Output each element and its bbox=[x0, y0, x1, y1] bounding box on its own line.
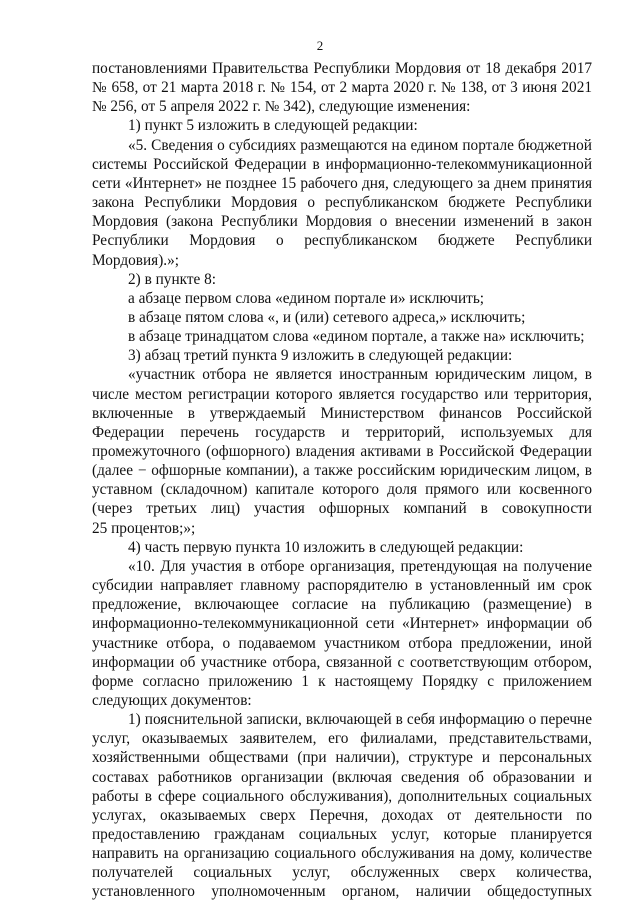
text-line: «участник отбора не является иностранным юридическим лицом, в bbox=[128, 366, 592, 384]
text-line: а абзаце первом слова «едином портале и» исключить; bbox=[128, 289, 485, 307]
text-line: получателей социальных услуг, обслуженных сверх количества, bbox=[92, 864, 592, 882]
text-line: предоставлению гражданам социальных услуг, которые планируется bbox=[92, 826, 592, 843]
text-line: постановлениями Правительства Республики Мордовия от 18 декабря 2017 bbox=[92, 60, 592, 77]
text-line: услугах, оказываемых сверх Перечня, доходах от деятельности по bbox=[92, 806, 592, 824]
text-line: сети «Интернет» не позднее 15 рабочего дня, следующего за днем принятия bbox=[92, 174, 592, 192]
text-line: в абзаце тринадцатом слова «едином портале, а также на» исключить; bbox=[128, 328, 585, 346]
text-line: Мордовия).»; bbox=[92, 251, 180, 269]
text-line: 25 процентов;»; bbox=[92, 519, 196, 537]
text-line: услуг, оказываемых заявителем, его филиалами, представительствами, bbox=[92, 730, 592, 748]
text-line: установленного уполномоченным органом, наличии общедоступных bbox=[92, 883, 592, 901]
text-line: предложение, включающее согласие на публикацию (размещение) в bbox=[92, 596, 592, 614]
text-line: работы в сфере социального обслуживания), дополнительных социальных bbox=[92, 787, 592, 805]
text-line: информации об участнике отбора, связанной с соответствующим отбором, bbox=[92, 653, 592, 671]
text-line: информационно-телекоммуникационной сети «Интернет» информации об bbox=[92, 615, 592, 633]
text-line: уставном (складочном) капитале которого доля прямого или косвенного bbox=[92, 481, 592, 499]
text-line: 4) часть первую пункта 10 изложить в следующей редакции: bbox=[128, 538, 524, 556]
text-line: «10. Для участия в отборе организация, претендующая на получение bbox=[128, 557, 592, 575]
text-line: 2) в пункте 8: bbox=[128, 270, 217, 288]
text-line: № 256, от 5 апреля 2022 г. № 342), следующие изменения: bbox=[92, 98, 471, 116]
text-line: Мордовия (закона Республики Мордовия о внесении изменений в закон bbox=[92, 213, 592, 231]
text-line: № 658, от 21 марта 2018 г. № 154, от 2 марта 2020 г. № 138, от 3 июня 2021 bbox=[92, 79, 592, 97]
text-line: 1) пояснительной записки, включающей в себя информацию о перечне bbox=[128, 711, 592, 729]
text-line: системы Российской Федерации в информационно-телекоммуникационной bbox=[92, 155, 592, 173]
text-line: форме согласно приложению 1 к настоящему Порядку с приложением bbox=[92, 672, 592, 690]
text-line: субсидии направляет главному распорядителю в установленный им срок bbox=[92, 577, 592, 594]
text-line: 1) пункт 5 изложить в следующей редакции: bbox=[128, 117, 418, 135]
text-line: хозяйственными обществами (при наличии), структуре и персональных bbox=[92, 749, 592, 767]
text-line: Республики Мордовия о республиканском бюджете Республики bbox=[92, 232, 592, 250]
text-line: составах работников организации (включая сведения об образовании и bbox=[92, 768, 592, 786]
text-line: в абзаце пятом слова «, и (или) сетевого адреса,» исключить; bbox=[128, 308, 526, 326]
text-line: 3) абзац третий пункта 9 изложить в следующей редакции: bbox=[128, 347, 513, 365]
text-line: числе местом регистрации которого является государство или территория, bbox=[92, 385, 592, 403]
text-line: включенные в утверждаемый Министерством финансов Российской bbox=[92, 404, 592, 422]
text-line: промежуточного (офшорного) владения активами в Российской Федерации bbox=[92, 443, 592, 460]
text-line: «5. Сведения о субсидиях размещаются на едином портале бюджетной bbox=[128, 136, 592, 154]
text-line: направить на организацию социального обслуживания на дому, количестве bbox=[92, 845, 592, 863]
text-line: участнике отбора, о подаваемом участником отбора предложении, иной bbox=[92, 634, 592, 652]
text-line: Федерации перечень государств и территорий, используемых для bbox=[92, 423, 592, 441]
text-line: (через третьих лиц) участия офшорных компаний в совокупности bbox=[92, 500, 592, 518]
text-line: (далее − офшорные компании), а также российским юридическим лицом, в bbox=[92, 462, 592, 480]
text-line: закона Республики Мордовия о республиканском бюджете Республики bbox=[92, 194, 592, 211]
page-number: 2 bbox=[316, 38, 324, 53]
text-line: следующих документов: bbox=[92, 691, 252, 709]
